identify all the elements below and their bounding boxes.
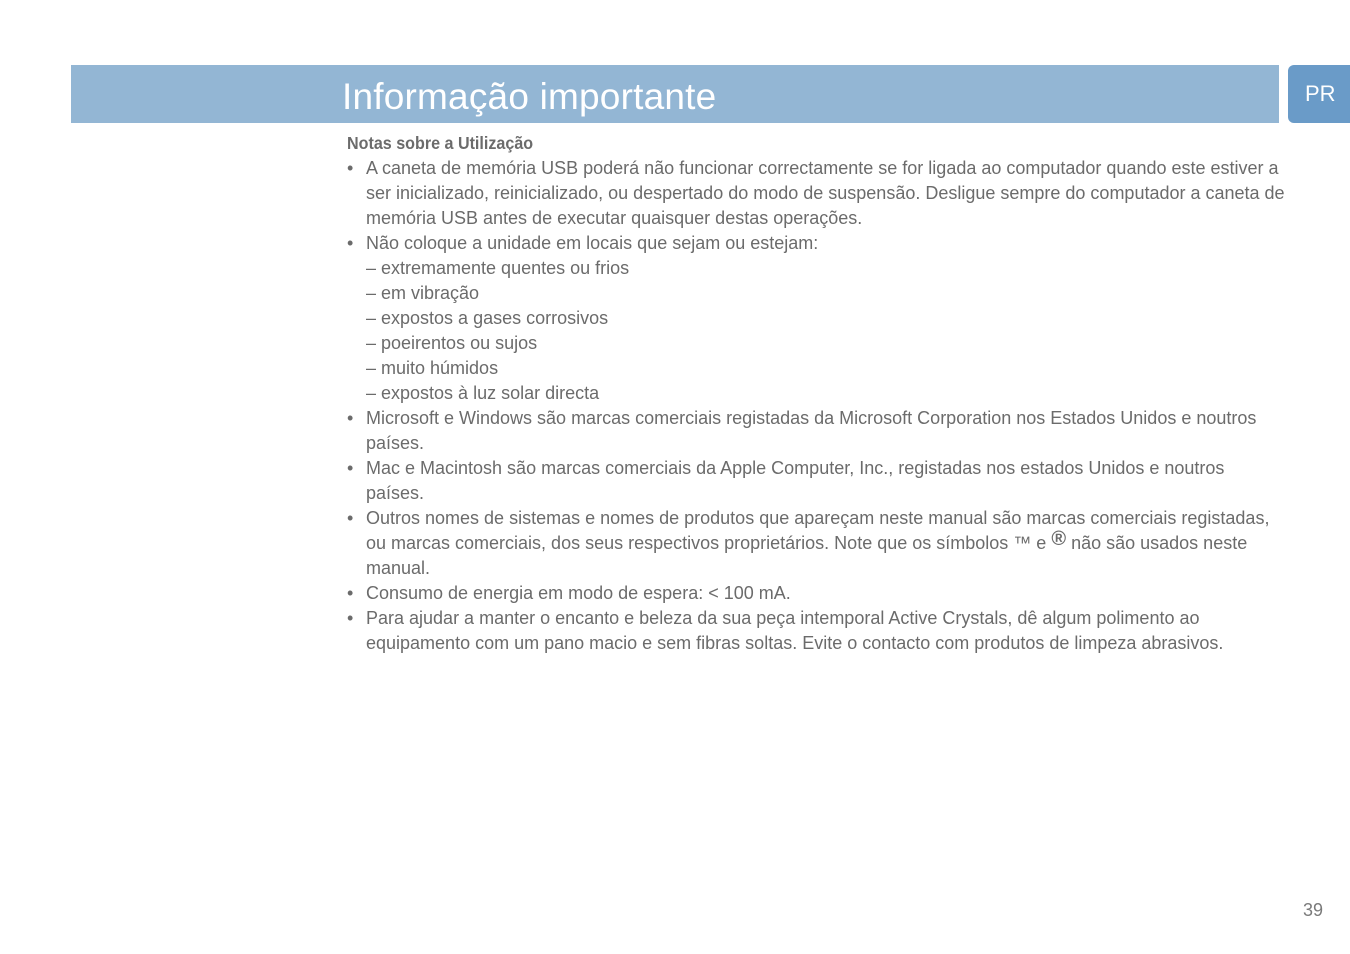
- bullet-icon: •: [347, 608, 354, 628]
- sub-list-item: – expostos a gases corrosivos: [366, 308, 609, 328]
- list-item: [347, 581, 1287, 606]
- notes-list: [347, 156, 1287, 656]
- note-text: A caneta de memória USB poderá não funcionar correctamente se for ligada ao computador quando este estiver a ser inicializado, reinicializado, ou despertado do modo de suspensão. Desligue sempre do computador a caneta de memória USB antes de executar quaisquer destas operações.: [366, 158, 1285, 228]
- bullet-icon: •: [347, 233, 354, 253]
- page-title: Informação importante: [342, 76, 717, 117]
- list-item: [347, 231, 1287, 406]
- note-text: Consumo de energia em modo de espera: < 100 mA.: [366, 583, 791, 603]
- list-item: [347, 506, 1287, 581]
- sub-list-item: – em vibração: [366, 283, 480, 303]
- section-heading: Notas sobre a Utilização: [347, 133, 534, 153]
- sub-list-item: – poeirentos ou sujos: [366, 333, 538, 353]
- content-body: [347, 131, 1287, 656]
- note-text: Não coloque a unidade em locais que sejam ou estejam:: [366, 233, 819, 253]
- list-item: [347, 156, 1287, 231]
- note-text: Mac e Macintosh são marcas comerciais da Apple Computer, Inc., registadas nos estados Unidos e noutros países.: [366, 458, 1225, 503]
- trademark-note-text-end: não são usados neste manual.: [366, 533, 1248, 578]
- registered-symbol: ®: [1051, 528, 1067, 550]
- bullet-icon: •: [347, 508, 354, 528]
- bullet-icon: •: [347, 458, 354, 478]
- trademark-note-text: Outros nomes de sistemas e nomes de produtos que apareçam neste manual são marcas comerciais registadas, ou marcas comerciais, dos seus respectivos proprietários. Note que os símbolos ™ e: [366, 508, 1270, 553]
- sub-list-item: – expostos à luz solar directa: [366, 383, 600, 403]
- sub-list-item: – extremamente quentes ou frios: [366, 258, 630, 278]
- bullet-icon: •: [347, 583, 354, 603]
- sub-list-item: – muito húmidos: [366, 358, 499, 378]
- note-text: Para ajudar a manter o encanto e beleza da sua peça intemporal Active Crystals, dê algum polimento ao equipamento com um pano macio e sem fibras soltas. Evite o contacto com produtos de limpeza abrasivos.: [366, 608, 1224, 653]
- list-item: [347, 606, 1287, 656]
- bullet-icon: •: [347, 408, 354, 428]
- bullet-icon: •: [347, 158, 354, 178]
- list-item: [347, 456, 1287, 506]
- list-item: [347, 406, 1287, 456]
- note-text: Microsoft e Windows são marcas comerciais registadas da Microsoft Corporation nos Estados Unidos e noutros países.: [366, 408, 1257, 453]
- page-number: 39: [1303, 900, 1324, 920]
- language-tab[interactable]: PR: [1288, 65, 1350, 123]
